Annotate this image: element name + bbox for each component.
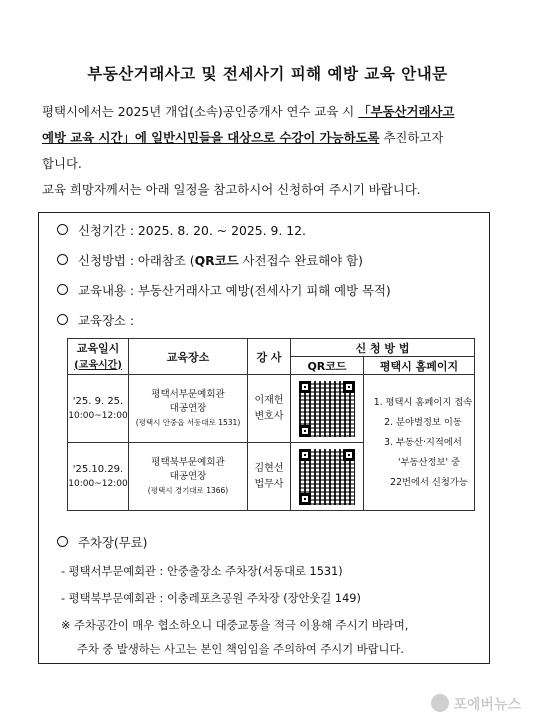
- method-text-post: 사전접수 완료해야 함): [238, 253, 363, 268]
- row-2-time-text: 10:00~12:00: [68, 478, 128, 489]
- parking-note-1: ※ 주차공간이 매우 협소하오니 대중교통을 적극 이용해 주시기 바라며,: [61, 619, 409, 632]
- header-apply: 신 청 방 법: [291, 339, 475, 357]
- row-1-place-address: (평택시 안중읍 서동대로 1531): [135, 417, 241, 427]
- header-date-label: 교육일시: [76, 341, 120, 355]
- qr-code-1[interactable]: [299, 381, 355, 437]
- row-1-place-hall: 대공연장: [169, 402, 207, 414]
- row-2-place-name: 평택북부문예회관: [151, 456, 225, 468]
- intro-line-2: [42, 126, 512, 150]
- intro-line-1-text: 평택시에서는 2025년 개업(소속)공인중개사 연수 교육 시: [42, 104, 359, 119]
- intro-line-4: 교육 희망자께서는 아래 일정을 참고하시어 신청하여 주시기 바랍니다.: [42, 182, 421, 197]
- row-1-time-text: 10:00~12:00: [68, 410, 128, 421]
- info-box: [38, 212, 490, 664]
- qr-finder-icon: [343, 381, 355, 393]
- qr-finder-icon: [299, 381, 311, 393]
- header-qr: QR코드: [291, 357, 364, 375]
- row-1-place-name: 평택서부문예회관: [151, 388, 225, 400]
- row-1-qr-cell: [291, 375, 364, 443]
- row-2-lecturer: [248, 443, 291, 511]
- step-3: 3. 부동산·지적에서: [384, 436, 462, 448]
- row-2-date-text: '25.10.29.: [72, 463, 124, 475]
- watermark-logo-icon: [431, 694, 449, 712]
- period-text: 신청기간 : 2025. 8. 20. ~ 2025. 9. 12.: [78, 223, 306, 238]
- parking-west: - 평택서부문예회관 : 안중출장소 주차장(서동대로 1531): [61, 565, 343, 578]
- qr-finder-icon: [299, 425, 311, 437]
- intro-line-1: [42, 100, 512, 124]
- qr-finder-icon: [343, 449, 355, 461]
- intro-emphasis-2: 예방 교육 시간」에 일반시민들을 대상으로 수강이 가능하도록: [42, 130, 380, 145]
- table-row: [68, 375, 475, 443]
- row-2-place-hall: 대공연장: [169, 470, 207, 482]
- parking-title: 주차장(무료): [78, 535, 148, 550]
- intro-emphasis-1: 「부동산거래사고: [358, 104, 455, 119]
- schedule-table: [67, 338, 475, 511]
- row-2-place-address: (평택시 경기대로 1366): [147, 485, 229, 495]
- step-1: 1. 평택시 홈페이지 접속: [373, 396, 473, 408]
- row-2-place: [129, 443, 248, 511]
- parking-north: - 평택북부문예회관 : 이충레포츠공원 주차장 (장안웃길 149): [61, 592, 361, 605]
- item-parking: [57, 533, 148, 551]
- step-3-detail: '부동산정보' 중: [398, 456, 460, 468]
- step-3-result: 22번에서 신청가능: [390, 476, 468, 488]
- row-1-lecturer-name: 이재헌: [254, 394, 284, 406]
- method-qr-emphasis: QR코드: [194, 253, 239, 268]
- item-method: [57, 251, 363, 269]
- watermark-logo: [431, 694, 521, 714]
- parking-note-2: 주차 중 발생하는 사고는 본인 책임임을 주의하여 주시기 바랍니다.: [77, 643, 404, 656]
- row-1-date-text: '25. 9. 25.: [72, 395, 124, 407]
- watermark-text: 포에버뉴스: [453, 697, 521, 713]
- intro-line-3: 합니다.: [42, 156, 82, 171]
- row-2-date: [68, 443, 129, 511]
- item-period: [57, 221, 306, 239]
- row-1-place: [129, 375, 248, 443]
- qr-finder-icon: [299, 449, 311, 461]
- step-2: 2. 분야별정보 이동: [384, 416, 462, 428]
- row-2-lecturer-title: 법무사: [254, 478, 284, 490]
- row-1-lecturer-title: 변호사: [254, 410, 284, 422]
- intro-line-2-text: 추진하고자: [379, 130, 444, 145]
- row-1-date: [68, 375, 129, 443]
- header-date-sub: (교육시간): [74, 359, 122, 371]
- item-content: [57, 281, 391, 299]
- qr-code-2[interactable]: [299, 449, 355, 505]
- homepage-steps: [364, 375, 475, 511]
- qr-finder-icon: [299, 493, 311, 505]
- header-lecturer: 강 사: [248, 339, 291, 375]
- document-title: 부동산거래사고 및 전세사기 피해 예방 교육 안내문: [87, 65, 448, 83]
- place-text: 교육장소 :: [78, 313, 134, 328]
- method-text-pre: 신청방법 : 아래참조 (: [78, 253, 195, 268]
- circle-bullet-icon: [57, 284, 68, 295]
- header-date: [68, 339, 129, 375]
- circle-bullet-icon: [57, 314, 68, 325]
- circle-bullet-icon: [57, 254, 68, 265]
- header-homepage: 평택시 홈페이지: [364, 357, 475, 375]
- row-1-lecturer: [248, 375, 291, 443]
- item-place: [57, 311, 134, 329]
- header-place: 교육장소: [129, 339, 248, 375]
- circle-bullet-icon: [57, 536, 68, 547]
- row-2-qr-cell: [291, 443, 364, 511]
- circle-bullet-icon: [57, 224, 68, 235]
- row-2-lecturer-name: 김현선: [254, 462, 284, 474]
- content-text: 교육내용 : 부동산거래사고 예방(전세사기 피해 예방 목적): [78, 283, 391, 298]
